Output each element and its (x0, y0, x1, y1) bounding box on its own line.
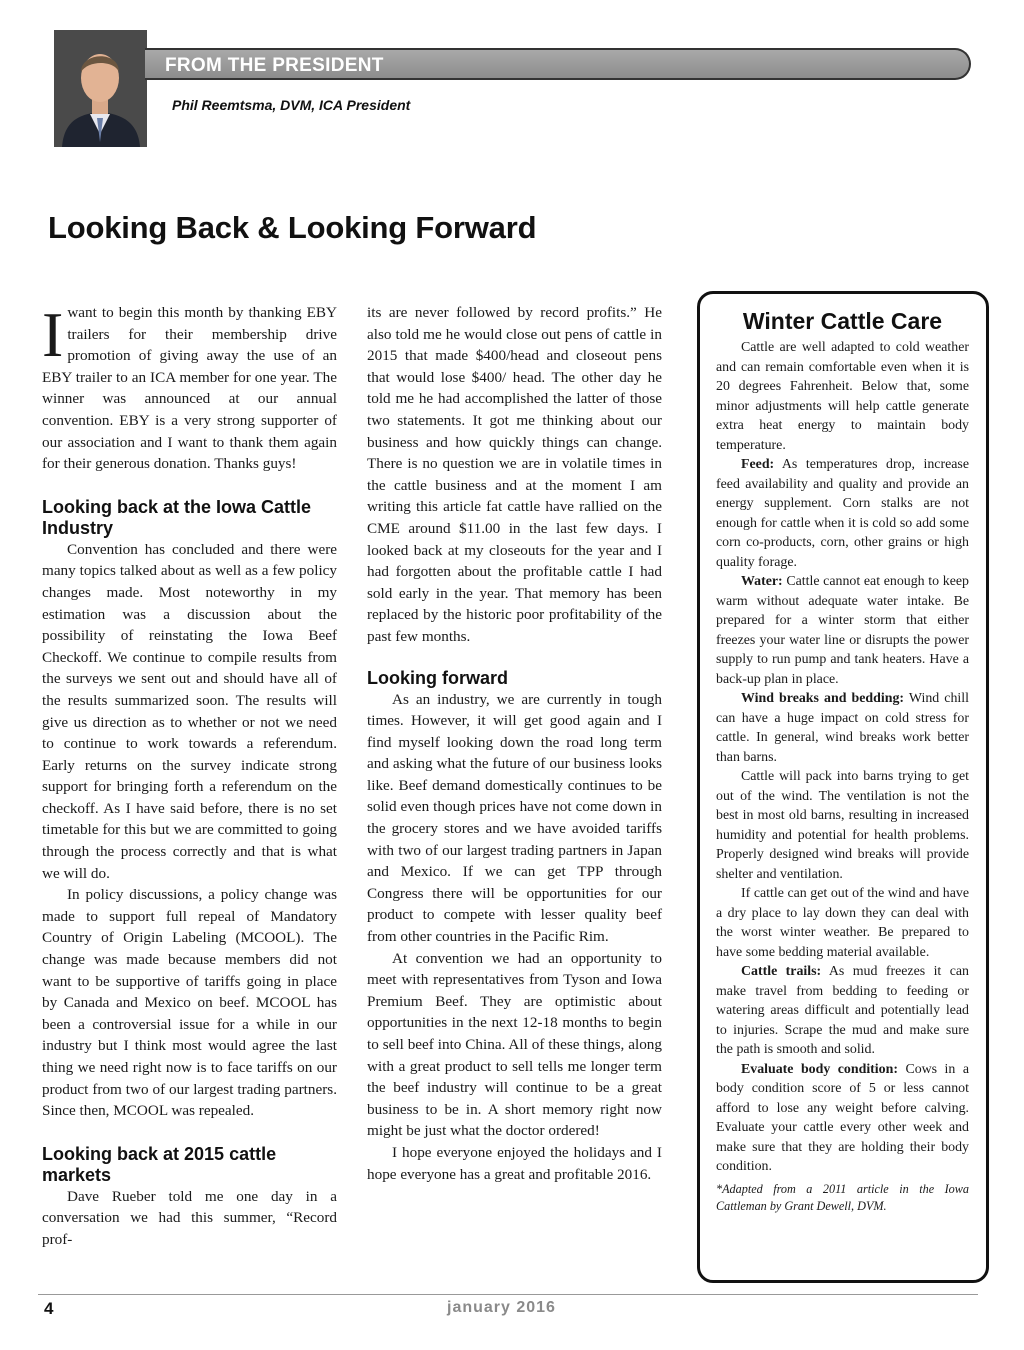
section-banner (145, 48, 971, 80)
section-label: FROM THE PRESIDENT (165, 55, 384, 76)
article-column-2 (367, 302, 662, 1185)
intro-paragraph (42, 299, 337, 475)
paragraph-rueber-start: Dave Rueber told me one day in a conversation we had this summer, “Record prof- (42, 1187, 337, 1248)
intro-text: want to begin this month by thanking EBY trailers for their membership drive promotion of giving away the use of an EBY trailer to an ICA member for one year. The winner was announced at our annual convention. EBY is a very strong supporter of our association and I want to thank them again for their generous donation. Thanks guys! (42, 304, 337, 473)
paragraph-tyson: At convention we had an opportunity to meet with representatives from Tyson and Iowa Premium Beef. They are optimistic about opportunities in the next 12-18 months to begin to sell beef into China. All of these things, along with a great product to sell tells me longer term the beef industry will continue to be a great business to be in. A short memory right now might be just what the doctor ordered! (367, 949, 662, 1140)
page-number: 4 (44, 1299, 54, 1318)
author-byline: Phil Reemtsma, DVM, ICA President (172, 97, 411, 113)
paragraph-convention: Convention has concluded and there were many topics talked about as well as a few policy changes made. Most noteworthy in my estimation was a discussion about the possibility of reinstating the Iowa Beef Checkoff. We continue to compile results from the surveys we sent out and should have all of the results summarized soon. The results will give us direction as to whether or not we need to continue to work towards a referendum. Early returns on the survey indicate strong support for bringing forth a referendum on the checkoff. As I have said before, there is no set timetable for this but we are committed to going through the process correctly and that is what we will do. (42, 540, 337, 882)
section-heading-iowa-cattle-industry: Looking back at the Iowa Cattle Industry (42, 496, 312, 538)
sidebar-item-label: Wind breaks and bedding: (741, 691, 905, 706)
sidebar-paragraph-barns: Cattle will pack into barns trying to get out of the wind. The ventilation is not the best in most old barns, resulting in increased humidity and potential for health problems. Properly designed wind breaks will provide shelter and ventilation. (716, 769, 969, 882)
sidebar-item-feed (716, 455, 969, 572)
sidebar-paragraph-dry-place: If cattle can get out of the wind and have a dry place to lay down they can deal with the worst winter weather. Be prepared to have some bedding material available. (716, 886, 969, 960)
sidebar-item-label: Cattle trails: (741, 964, 822, 979)
sidebar-intro: Cattle are well adapted to cold weather and can remain comfortable even when it is 20 degrees Fahrenheit. Below that, some minor adjustments will help cattle generate extra heat energy to maintain body temperature. (716, 340, 969, 453)
sidebar-item-body-condition (716, 1060, 969, 1177)
sidebar-item-label: Water: (741, 574, 783, 589)
sidebar-item-wind-breaks (716, 689, 969, 767)
paragraph-rueber-cont: its are never followed by record profits.” He also told me he would close out pens of cattle in 2015 that made $400/head and closeout pens that would lose $400/ head. The other day he told me he had accomplished the latter of those two statements. It got me thinking about our business and how quickly things can change. There is no question we are in volatile times in the cattle business and at the moment I am writing this article fat cattle have rallied on the CME around $11.00 in the last few days. I looked back at my closeouts for the year and I had forgotten about the profitable cattle I had sold early in the year. That memory has been replaced by the historic poor profitability of the past few months. (367, 304, 662, 645)
paragraph-holidays: I hope everyone enjoyed the holidays and I hope everyone has a great and profitable 2016. (367, 1143, 662, 1183)
paragraph-tough-times: As an industry, we are currently in tough times. However, it will get good again and I find myself looking down the road long term and asking what the future of our business looks like. Beef demand domestically continues to be solid even though prices have not come down in the grocery stores and we have avoided tariffs with two of our largest trading partners in Japan and Mexico. If we can get TPP through Congress there will be opportunities for our product to compete with lesser quality beef from other countries in the Pacific Rim. (367, 690, 662, 946)
sidebar-winter-cattle-care (697, 291, 989, 1283)
sidebar-item-label: Feed: (741, 457, 775, 472)
sidebar-item-text: Cattle cannot eat enough to keep warm without adequate water intake. Be prepared for a winter storm that either freezes your water line or disrupts the power supply to run pump and tank heaters. Have a back-up plan in place. (716, 574, 969, 687)
sidebar-item-text: As temperatures drop, increase feed availability and quality and provide an energy supplement. Corn stalks are not enough for cattle when it is cold so add some corn co-products, corn, other grains or high quality forage. (716, 457, 969, 570)
issue-date: january 2016 (447, 1299, 556, 1316)
sidebar-item-text: Wind chill can have a huge impact on cold stress for cattle. In general, wind breaks work better than barns. (716, 691, 969, 765)
article-title: Looking Back & Looking Forward (48, 210, 537, 245)
sidebar-item-label: Evaluate body condition: (741, 1061, 898, 1077)
sidebar-item-text: Cows in a body condition score of 5 or less cannot afford to lose any weight before calving. Evaluate your cattle every other week and make sure that they are holding their body condition. (716, 1061, 969, 1174)
president-photo (54, 30, 147, 147)
sidebar-body (716, 338, 969, 1215)
sidebar-item-water (716, 572, 969, 689)
sidebar-title: Winter Cattle Care (742, 308, 943, 334)
section-heading-looking-forward: Looking forward (367, 667, 508, 688)
footer-divider (38, 1294, 978, 1295)
drop-cap: I (42, 299, 64, 370)
paragraph-policy: In policy discussions, a policy change was made to support full repeal of Mandatory Country of Origin Labeling (MCOOL). The change was made because members did not want to be supportive of tariffs going in place by Canada and Mexico on beef. MCOOL has been a controversial issue for a while in our industry but I think most would agree the last thing we need right now is to face tariffs on our product from two of our largest trading partners. Since then, MCOOL was repealed. (42, 886, 337, 1120)
sidebar-item-cattle-trails (716, 962, 969, 1060)
sidebar-item-text: As mud freezes it can make travel from bedding to feeding or watering areas difficult and potentially lead to injuries. Scrape the mud and make sure the path is smooth and solid. (716, 964, 969, 1057)
sidebar-source-note: *Adapted from a 2011 article in the Iowa Cattleman by Grant Dewell, DVM. (716, 1181, 969, 1213)
section-heading-2015-markets: Looking back at 2015 cattle markets (42, 1143, 277, 1185)
portrait-image (54, 30, 147, 147)
article-column-1 (42, 299, 337, 1251)
